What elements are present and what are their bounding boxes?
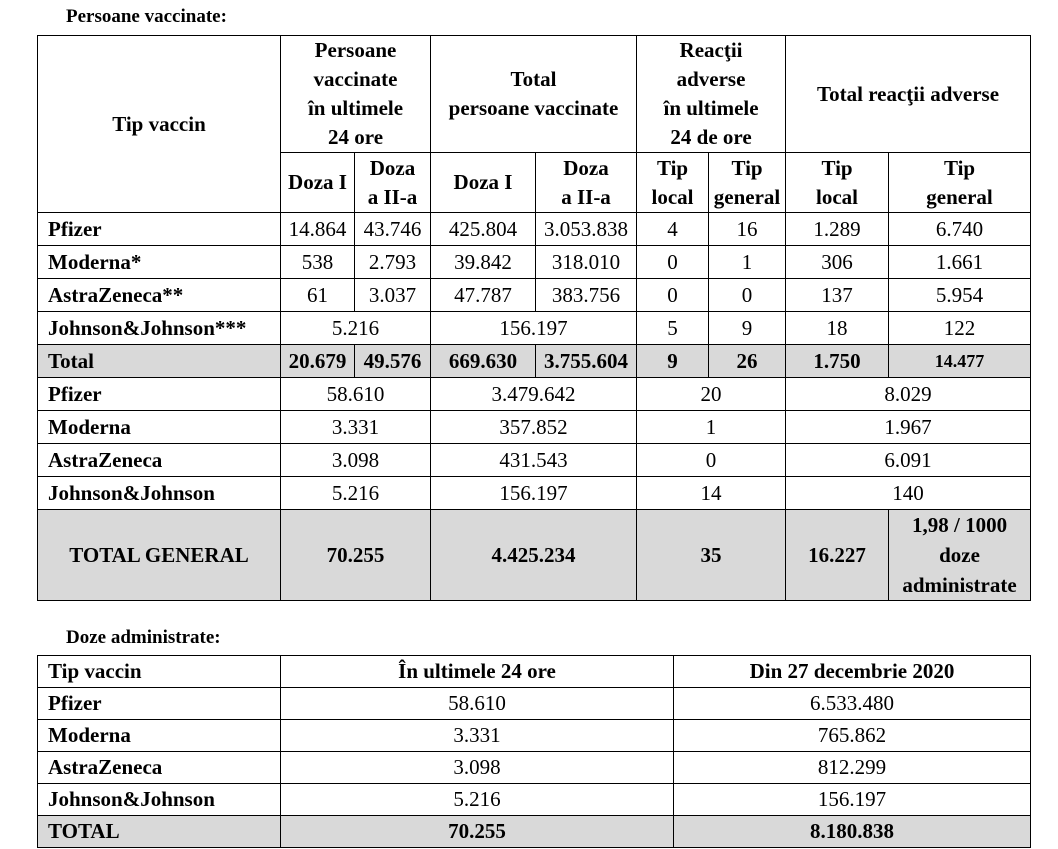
rate-line: administrate bbox=[902, 573, 1017, 597]
cell: 4 bbox=[637, 213, 709, 246]
cell: 765.862 bbox=[674, 720, 1031, 752]
cell: 6.740 bbox=[889, 213, 1031, 246]
cell: 20.679 bbox=[281, 345, 355, 378]
cell: 58.610 bbox=[281, 378, 431, 411]
cell: 122 bbox=[889, 312, 1031, 345]
total-general-label: TOTAL GENERAL bbox=[38, 510, 281, 601]
header-ultimele-24-ore: În ultimele 24 ore bbox=[281, 656, 674, 688]
cell: 6.533.480 bbox=[674, 688, 1031, 720]
cell: 3.331 bbox=[281, 720, 674, 752]
header-line: general bbox=[713, 184, 781, 209]
cell: 0 bbox=[709, 279, 786, 312]
cell: 5.216 bbox=[281, 477, 431, 510]
cell: 8.180.838 bbox=[674, 816, 1031, 848]
cell: 61 bbox=[281, 279, 355, 312]
row-vaccine-name: AstraZeneca bbox=[38, 444, 281, 477]
total-row bbox=[38, 816, 1031, 848]
header-tip-local-24 bbox=[637, 153, 709, 213]
header-line: a II-a bbox=[561, 184, 611, 209]
row-vaccine-name: AstraZeneca bbox=[38, 752, 281, 784]
cell: 137 bbox=[786, 279, 889, 312]
cell: 26 bbox=[709, 345, 786, 378]
section-title-persoane-vaccinate: Persoane vaccinate: bbox=[66, 6, 227, 27]
row-vaccine-name: Johnson&Johnson bbox=[38, 784, 281, 816]
cell: 3.037 bbox=[355, 279, 431, 312]
cell: 5 bbox=[637, 312, 709, 345]
cell: 8.029 bbox=[786, 378, 1031, 411]
cell: 4.425.234 bbox=[431, 510, 637, 601]
header-line: local bbox=[651, 184, 694, 209]
row-vaccine-name: Pfizer bbox=[38, 378, 281, 411]
header-doza-1-total: Doza I bbox=[431, 153, 536, 213]
cell: 16 bbox=[709, 213, 786, 246]
header-line: Reacţii bbox=[679, 38, 743, 62]
header-line: local bbox=[816, 184, 859, 209]
cell: 1 bbox=[709, 246, 786, 279]
header-din-27-decembrie: Din 27 decembrie 2020 bbox=[674, 656, 1031, 688]
row-vaccine-name: Johnson&Johnson bbox=[38, 477, 281, 510]
cell: 3.479.642 bbox=[431, 378, 637, 411]
cell: 318.010 bbox=[536, 246, 637, 279]
cell: 35 bbox=[637, 510, 786, 601]
header-line: în ultimele bbox=[307, 96, 404, 120]
cell: 425.804 bbox=[431, 213, 536, 246]
row-total-label: TOTAL bbox=[38, 816, 281, 848]
header-total-persoane bbox=[431, 36, 637, 153]
cell: 1 bbox=[637, 411, 786, 444]
cell: 156.197 bbox=[674, 784, 1031, 816]
header-line: adverse bbox=[676, 67, 746, 91]
cell: 3.755.604 bbox=[536, 345, 637, 378]
cell: 9 bbox=[637, 345, 709, 378]
header-doza-2-total bbox=[536, 153, 637, 213]
cell: 14.477 bbox=[889, 345, 1031, 378]
cell: 20 bbox=[637, 378, 786, 411]
cell: 1.750 bbox=[786, 345, 889, 378]
row-total-label: Total bbox=[38, 345, 281, 378]
row-vaccine-name: Moderna bbox=[38, 411, 281, 444]
cell: 18 bbox=[786, 312, 889, 345]
cell: 538 bbox=[281, 246, 355, 279]
cell: 14.864 bbox=[281, 213, 355, 246]
cell: 0 bbox=[637, 279, 709, 312]
table-row bbox=[38, 279, 1031, 312]
header-tip-general-total bbox=[889, 153, 1031, 213]
cell: 357.852 bbox=[431, 411, 637, 444]
cell: 156.197 bbox=[431, 477, 637, 510]
header-line: Doza bbox=[563, 155, 609, 180]
rate-line: doze bbox=[939, 543, 980, 567]
table-row bbox=[38, 213, 1031, 246]
cell: 47.787 bbox=[431, 279, 536, 312]
header-line: Persoane bbox=[314, 38, 397, 62]
cell: 0 bbox=[637, 444, 786, 477]
header-doza-2-24 bbox=[355, 153, 431, 213]
cell: 58.610 bbox=[281, 688, 674, 720]
cell: 70.255 bbox=[281, 510, 431, 601]
cell: 140 bbox=[786, 477, 1031, 510]
header-tip-vaccin: Tip vaccin bbox=[38, 36, 281, 213]
table-row bbox=[38, 246, 1031, 279]
rate-line: 1,98 / 1000 bbox=[911, 513, 1008, 537]
cell: 1.289 bbox=[786, 213, 889, 246]
header-tip-vaccin: Tip vaccin bbox=[38, 656, 281, 688]
row-vaccine-name: Moderna* bbox=[38, 246, 281, 279]
summary-row bbox=[38, 477, 1031, 510]
row-vaccine-name: Pfizer bbox=[38, 213, 281, 246]
row-vaccine-name: Johnson&Johnson*** bbox=[38, 312, 281, 345]
table-row bbox=[38, 752, 1031, 784]
header-line: persoane vaccinate bbox=[448, 96, 619, 120]
cell: 14 bbox=[637, 477, 786, 510]
header-line: în ultimele bbox=[663, 96, 759, 120]
total-general-row bbox=[38, 510, 1031, 601]
cell: 5.216 bbox=[281, 312, 431, 345]
vaccinated-persons-table bbox=[37, 35, 1031, 601]
cell: 49.576 bbox=[355, 345, 431, 378]
header-line: Total bbox=[510, 67, 557, 91]
cell: 3.331 bbox=[281, 411, 431, 444]
cell: 3.053.838 bbox=[536, 213, 637, 246]
cell: 9 bbox=[709, 312, 786, 345]
row-vaccine-name: Moderna bbox=[38, 720, 281, 752]
table-row bbox=[38, 720, 1031, 752]
cell: 70.255 bbox=[281, 816, 674, 848]
header-line: a II-a bbox=[367, 184, 418, 209]
cell: 383.756 bbox=[536, 279, 637, 312]
header-line: Doza bbox=[369, 155, 416, 180]
table-row bbox=[38, 312, 1031, 345]
table-row bbox=[38, 784, 1031, 816]
row-vaccine-name: Pfizer bbox=[38, 688, 281, 720]
header-reactii-24-ore bbox=[637, 36, 786, 153]
header-line: general bbox=[926, 184, 993, 209]
header-tip-local-total bbox=[786, 153, 889, 213]
header-ultimele-24-ore bbox=[281, 36, 431, 153]
row-vaccine-name: AstraZeneca** bbox=[38, 279, 281, 312]
summary-row bbox=[38, 411, 1031, 444]
cell: 43.746 bbox=[355, 213, 431, 246]
section-title-doze-administrate: Doze administrate: bbox=[66, 627, 221, 648]
header-line: Tip bbox=[821, 155, 853, 180]
header-line: 24 de ore bbox=[670, 125, 752, 149]
cell: 812.299 bbox=[674, 752, 1031, 784]
cell: 156.197 bbox=[431, 312, 637, 345]
table-row bbox=[38, 688, 1031, 720]
cell: 2.793 bbox=[355, 246, 431, 279]
adverse-rate bbox=[889, 510, 1031, 601]
header-tip-general-24 bbox=[709, 153, 786, 213]
header-line: vaccinate bbox=[313, 67, 398, 91]
cell: 306 bbox=[786, 246, 889, 279]
cell: 39.842 bbox=[431, 246, 536, 279]
header-line: Tip bbox=[943, 155, 976, 180]
header-line: Tip bbox=[731, 155, 763, 180]
summary-row bbox=[38, 444, 1031, 477]
cell: 431.543 bbox=[431, 444, 637, 477]
header-line: Tip bbox=[656, 155, 689, 180]
cell: 669.630 bbox=[431, 345, 536, 378]
cell: 6.091 bbox=[786, 444, 1031, 477]
cell: 1.661 bbox=[889, 246, 1031, 279]
header-total-reactii: Total reacţii adverse bbox=[786, 36, 1031, 153]
cell: 16.227 bbox=[786, 510, 889, 601]
summary-row bbox=[38, 378, 1031, 411]
header-line: 24 ore bbox=[328, 125, 384, 149]
cell: 5.216 bbox=[281, 784, 674, 816]
total-row bbox=[38, 345, 1031, 378]
cell: 3.098 bbox=[281, 752, 674, 784]
header-doza-1-24: Doza I bbox=[281, 153, 355, 213]
cell: 0 bbox=[637, 246, 709, 279]
cell: 1.967 bbox=[786, 411, 1031, 444]
cell: 5.954 bbox=[889, 279, 1031, 312]
administered-doses-table bbox=[37, 655, 1031, 848]
cell: 3.098 bbox=[281, 444, 431, 477]
